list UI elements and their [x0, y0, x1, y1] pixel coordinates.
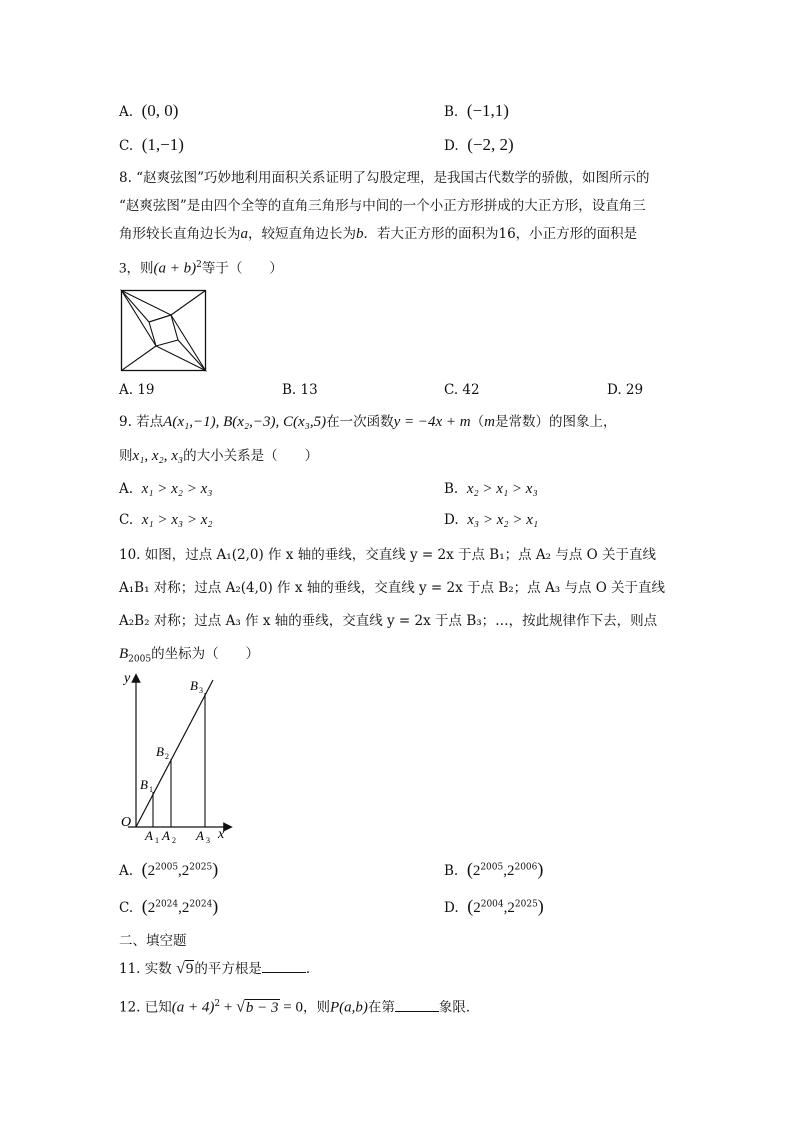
- q10-line-3: A₂B₂ 对称；过点 A₃ 作 x 轴的垂线，交直线 y = 2x 于点 B₃；…，按此规律作下去，则点: [119, 613, 658, 629]
- q10-option-a: A. $(2^{2005},2^{2025})$: [119, 859, 219, 879]
- q10-option-c: C. $(2^{2024},2^{2024})$: [119, 896, 219, 916]
- label-a3-sub: 3: [206, 836, 210, 845]
- q11-answer-blank[interactable]: [262, 960, 306, 973]
- label-b3: B: [190, 678, 198, 693]
- q8-option-d: D. 29: [607, 382, 644, 398]
- label-a1-sub: 1: [155, 836, 159, 845]
- q10-line-2: A₁B₁ 对称；过点 A₂(4,0) 作 x 轴的垂线，交直线 y = 2x 于点 B₂；点 A₃ 与点 O 关于直线: [119, 580, 666, 596]
- q9-option-c: C. x₁ > x₃ > x₂: [119, 512, 213, 528]
- q10-option-b: B. $(2^{2005},2^{2006})$: [444, 859, 544, 879]
- q9-line-2: 则x₁, x₂, x₃的大小关系是（ ）: [119, 448, 319, 464]
- sqrt-9: √9: [176, 960, 194, 977]
- label-y: y: [124, 671, 131, 686]
- label-x: x: [218, 827, 225, 842]
- q9-option-b: B. x₂ > x₁ > x₃: [444, 481, 538, 497]
- q8-line-4: 3，则$(a + b)^2$等于（ ）: [119, 260, 283, 277]
- q7-option-d: D. (−2, 2): [444, 135, 514, 154]
- q12-answer-blank[interactable]: [395, 999, 439, 1012]
- q12-line: 12. 已知$(a + 4)^2 + √b - 3 = 0$，则P(a,b)在第 象限．: [119, 998, 480, 1016]
- outer-square: [122, 291, 206, 371]
- q8-line-2: “赵爽弦图”是由四个全等的直角三角形与中间的一个小正方形拼成的大正方形，设直角三: [119, 198, 646, 214]
- q8-option-a: A. 19: [119, 382, 155, 398]
- q10-graph: [118, 670, 236, 846]
- q8-option-b: B. 13: [282, 382, 318, 398]
- label-a3: A: [196, 828, 204, 843]
- q8-option-c: C. 42: [444, 382, 480, 398]
- q9-line-1: 9. 若点A(x₁,−1), B(x₂,−3), C(x₃,5)在一次函数y = −4x + m（m是常数）的图象上，: [119, 414, 617, 430]
- line-y-2x: [136, 680, 213, 827]
- q9-option-d: D. x₃ > x₂ > x₁: [444, 512, 539, 528]
- q7-option-a: A. (0, 0): [119, 101, 179, 120]
- q11-line: 11. 实数 √9的平方根是 ．: [119, 960, 320, 977]
- q10-line-4: $B_{2005}$的坐标为（ ）: [119, 646, 260, 665]
- q9-option-a: A. x₁ > x₂ > x₃: [119, 481, 213, 497]
- label-b3-sub: 3: [199, 686, 203, 695]
- label-b2-sub: 2: [165, 752, 169, 761]
- q8-line-1: 8. “赵爽弦图”巧妙地利用面积关系证明了勾股定理，是我国古代数学的骄傲，如图所示的: [119, 170, 650, 186]
- q7-option-c: C. (1,−1): [119, 135, 184, 154]
- triangle-lines: [122, 291, 206, 371]
- label-b1: B: [140, 777, 148, 792]
- q10-line-1: 10. 如图，过点 A₁(2,0) 作 x 轴的垂线，交直线 y = 2x 于点 B₁；点 A₂ 与点 O 关于直线: [119, 547, 657, 563]
- label-a1: A: [145, 828, 153, 843]
- label-o: O: [121, 815, 132, 830]
- q10-option-d: D. $(2^{2004},2^{2025})$: [444, 896, 544, 916]
- label-a2-sub: 2: [172, 836, 176, 845]
- q8-line-3: 角形较长直角边长为a，较短直角边长为b．若大正方形的面积为16，小正方形的面积是: [119, 226, 638, 242]
- label-a2: A: [162, 828, 170, 843]
- label-b1-sub: 1: [149, 785, 153, 794]
- zhao-shuang-diagram: [120, 289, 208, 373]
- section-title-fill-in: 二、填空题: [119, 933, 187, 949]
- q7-option-b: B. (−1,1): [444, 101, 509, 120]
- label-b2: B: [156, 744, 164, 759]
